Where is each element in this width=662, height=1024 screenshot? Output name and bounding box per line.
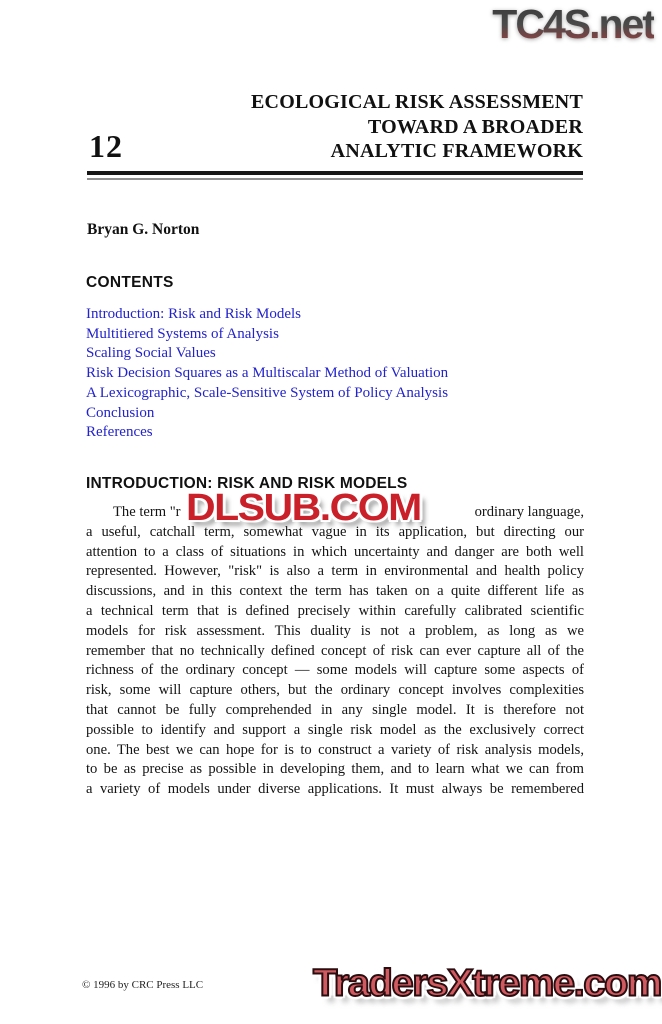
paragraph-line: risk, some will capture others, but the ordinary concept involves complexities <box>86 682 584 699</box>
paragraph-line: possible to identify and support a single risk model as the exclusively correct <box>86 721 584 738</box>
toc-link[interactable]: Risk Decision Squares as a Multiscalar Method of Valuation <box>86 365 449 382</box>
tradersxtreme-watermark: TradersXtreme.com <box>312 962 661 1004</box>
paragraph-line: represented. However, "risk" is also a term in environmental and health policy <box>86 563 584 580</box>
paragraph-line: models for risk assessment. This duality is not a problem, as long as we <box>86 622 584 639</box>
chapter-title-line: ECOLOGICAL RISK ASSESSMENT <box>251 91 583 113</box>
paragraph-lines <box>86 523 584 800</box>
toc-link[interactable]: A Lexicographic, Scale-Sensitive System of Policy Analysis <box>86 384 449 401</box>
chapter-header <box>87 90 583 164</box>
toc-link[interactable]: Scaling Social Values <box>86 345 216 362</box>
paragraph-line: remember that no technically defined concept of risk can ever capture all of the <box>86 642 584 659</box>
body-paragraph <box>86 503 584 800</box>
paragraph-line: a variety of models under diverse applications. It must always be remembered <box>86 781 584 798</box>
toc-link[interactable]: Multitiered Systems of Analysis <box>86 325 279 342</box>
paragraph-line: a useful, catchall term, somewhat vague in its application, but directing our <box>86 523 584 540</box>
first-line-left-text: The term "r <box>113 504 181 520</box>
header-rule-thin <box>87 178 583 180</box>
header-rule-thick <box>87 171 583 175</box>
paragraph-line: attention to a class of situations in which uncertainty and danger are both well <box>86 543 584 560</box>
table-of-contents <box>86 305 584 443</box>
paragraph-line: to be as precise as possible in developing them, and to learn what we can from <box>86 761 584 778</box>
paragraph-line: a technical term that is defined precisely within carefully calibrated scientific <box>86 602 584 619</box>
toc-link[interactable]: Conclusion <box>86 404 155 421</box>
chapter-number: 12 <box>89 128 123 164</box>
author-name: Bryan G. Norton <box>87 221 200 238</box>
chapter-title <box>87 90 583 164</box>
tc4s-watermark: TC4S.net <box>492 1 654 47</box>
toc-link[interactable]: Introduction: Risk and Risk Models <box>86 306 301 322</box>
paragraph-line: that cannot be fully comprehended in any single model. It is therefore not <box>86 701 584 718</box>
contents-heading: CONTENTS <box>86 274 174 291</box>
section-heading: INTRODUCTION: RISK AND RISK MODELS <box>86 475 408 492</box>
chapter-title-line: TOWARD A BROADER <box>367 115 583 138</box>
paragraph-line: richness of the ordinary concept — some models will capture some aspects of <box>86 662 584 679</box>
paragraph-line: one. The best we can hope for is to construct a variety of risk analysis models, <box>86 741 584 758</box>
chapter-title-line: ANALYTIC FRAMEWORK <box>330 140 583 163</box>
first-line-right-text: ordinary language, <box>474 504 584 520</box>
copyright-notice: © 1996 by CRC Press LLC <box>82 979 204 991</box>
paragraph-line: discussions, and in this context the term has taken on a quite different life as <box>86 583 584 600</box>
toc-link[interactable]: References <box>86 424 153 441</box>
dlsub-watermark: DLSUB.COM <box>186 485 421 529</box>
